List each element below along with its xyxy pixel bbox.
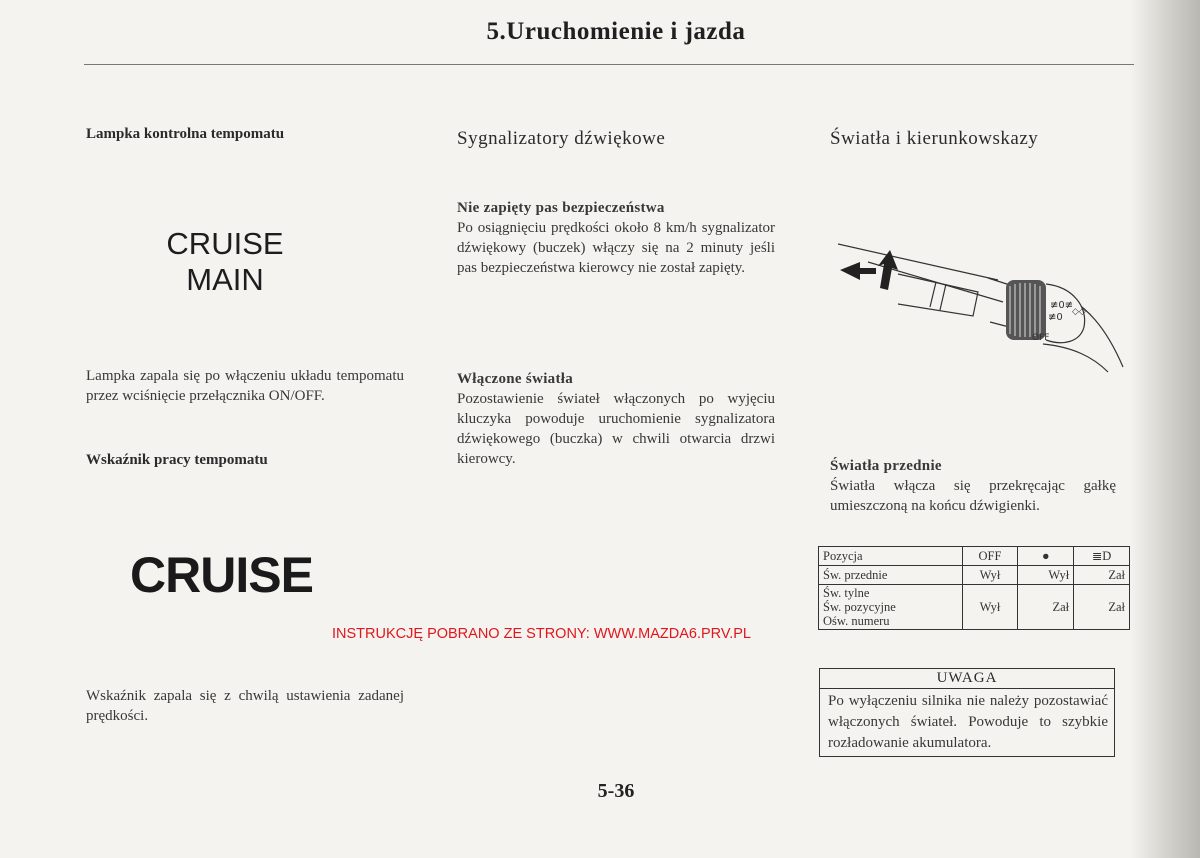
paragraph-cruise-indicator: Wskaźnik zapala się z chwilą ustawienia zadanej prędkości. (86, 688, 404, 724)
cell-rear-parking: Zał (1018, 585, 1074, 630)
label-position-lights: Św. pozycyjne (823, 600, 896, 614)
cruise-label: CRUISE (166, 226, 284, 261)
section-headlights (830, 456, 1116, 516)
table-header-off: OFF (962, 547, 1018, 566)
warning-box (819, 668, 1115, 757)
cell-headlights-parking: Wył (1018, 566, 1074, 585)
fog-lamp-symbol: ≢0≢ (1050, 300, 1074, 311)
label-rear-lights: Św. tylne (823, 586, 870, 600)
table-header-headlight: ≣D (1074, 547, 1130, 566)
arrow-left-icon (840, 262, 876, 280)
parking-lamp-symbol: ◇◇ (1072, 307, 1086, 317)
label-plate-light: Ośw. numeru (823, 614, 890, 628)
title-rule (84, 64, 1134, 65)
heading-cruise-operation-indicator: Wskaźnik pracy tempomatu (86, 452, 268, 468)
heading-audible-alarms: Sygnalizatory dźwiękowe (457, 128, 666, 149)
cruise-main-indicator (150, 226, 300, 298)
seatbelt-warning-title: Nie zapięty pas bezpieczeństwa (457, 200, 665, 216)
table-header-row (819, 547, 1130, 566)
cell-rear-headlight: Zał (1074, 585, 1130, 630)
warning-title: UWAGA (820, 669, 1114, 689)
headlights-title: Światła przednie (830, 458, 942, 474)
cell-headlights-off: Wył (962, 566, 1018, 585)
heading-lights-and-indicators: Światła i kierunkowskazy (830, 128, 1039, 149)
off-marking: OFF (1032, 333, 1050, 343)
table-header-parking: ● (1018, 547, 1074, 566)
cruise-indicator-large: CRUISE (130, 547, 313, 603)
table-row (819, 585, 1130, 630)
warning-text: Po wyłączeniu silnika nie należy pozostawiać włączonych świateł. Powoduje to szybkie rozładowanie akumulatora. (828, 693, 1108, 751)
rear-fog-lamp-symbol: ≢0 (1048, 312, 1063, 323)
headlight-lever-illustration (838, 232, 1138, 382)
headlights-text: Światła włącza się przekręcając gałkę umieszczoną na końcu dźwigienki. (830, 478, 1116, 514)
page-spine-shadow (1130, 0, 1200, 858)
cell-rear-off: Wył (962, 585, 1018, 630)
row-label-rear-lights (819, 585, 963, 630)
page-title: 5.Uruchomienie i jazda (486, 18, 746, 45)
section-seatbelt-warning (457, 198, 775, 278)
paragraph-cruise-lamp: Lampka zapala się po włączeniu układu tempomatu przez wciśnięcie przełącznika ON/OFF. (86, 368, 404, 404)
rotary-switch (1006, 280, 1046, 340)
cell-headlights-headlight: Zał (1074, 566, 1130, 585)
table-row (819, 566, 1130, 585)
row-label-headlights: Św. przednie (819, 566, 963, 585)
section-lights-on-warning (457, 369, 775, 469)
heading-cruise-indicator-lamp: Lampka kontrolna tempomatu (86, 126, 285, 142)
light-switch-table (818, 546, 1130, 630)
watermark-text: INSTRUKCJĘ POBRANO ZE STRONY: WWW.MAZDA6.PRV.PL (332, 626, 751, 642)
lights-on-warning-title: Włączone światła (457, 371, 574, 387)
main-label: MAIN (186, 262, 264, 297)
seatbelt-warning-text: Po osiągnięciu prędkości około 8 km/h sygnalizator dźwiękowy (buczek) włączy się na 2 minuty jeśli pas bezpieczeństwa kierowcy nie został zapięty. (457, 220, 775, 276)
lights-on-warning-text: Pozostawienie świateł włączonych po wyjęciu kluczyka powoduje uruchomienie sygnalizatora dźwiękowego (buczka) w chwili otwarcia drzwi kierowcy. (457, 391, 775, 467)
page-number: 5-36 (597, 780, 635, 802)
table-header-position: Pozycja (819, 547, 963, 566)
